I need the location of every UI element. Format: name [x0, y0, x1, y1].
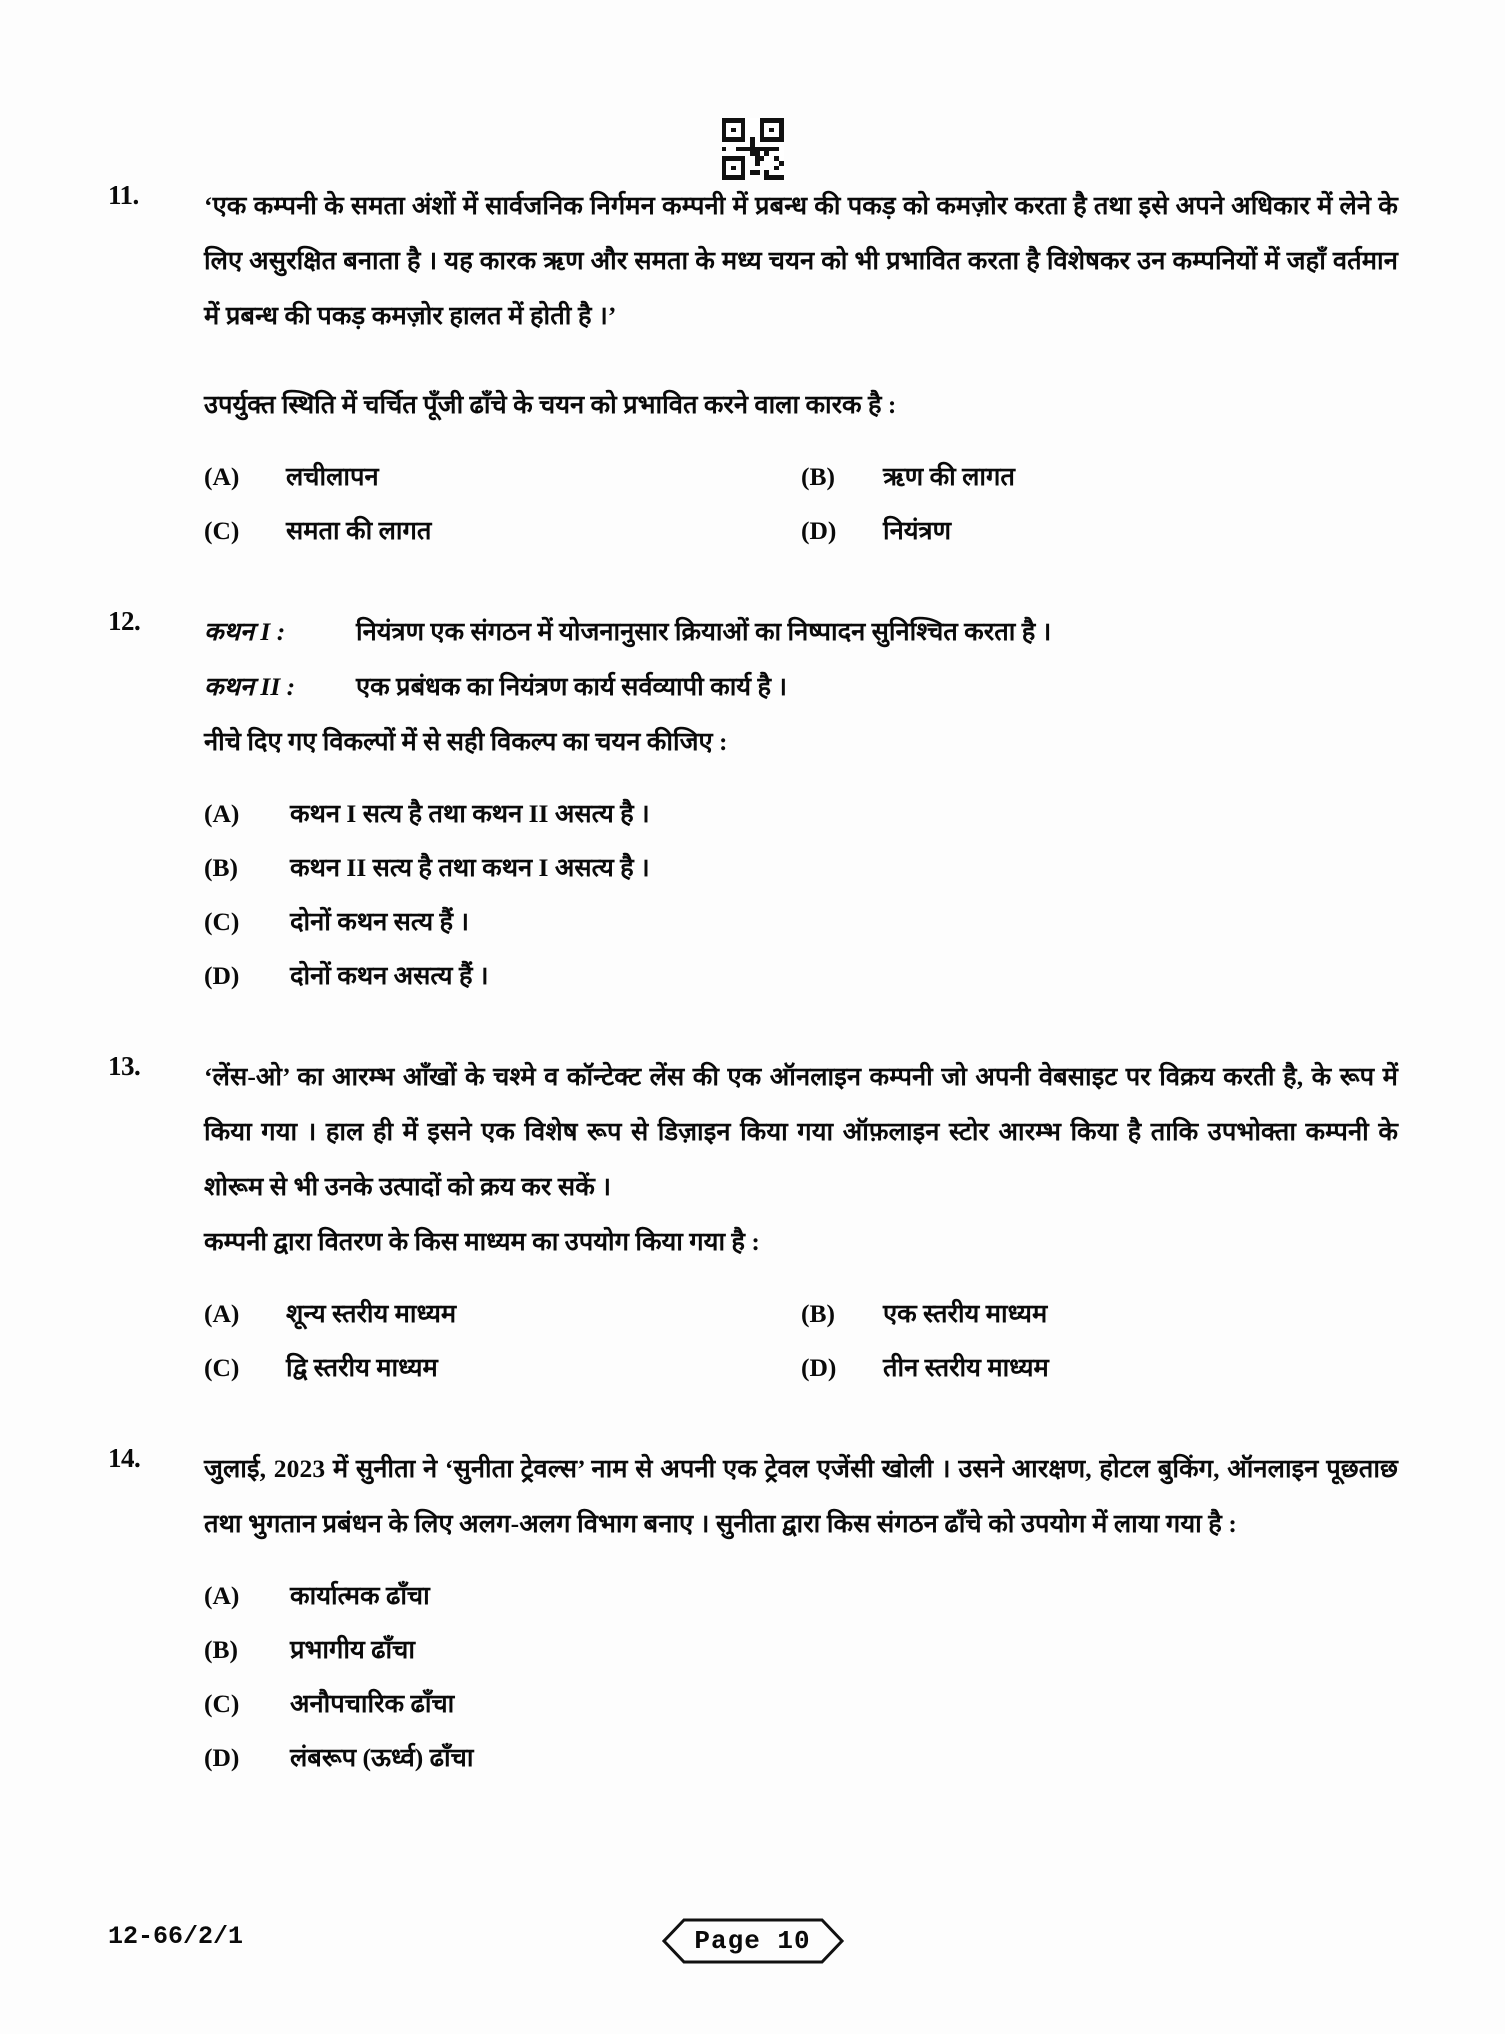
- option-text: शून्य स्तरीय माध्यम: [286, 1299, 457, 1328]
- page-number-label: Page 10: [694, 1926, 811, 1956]
- question-14: [108, 1441, 1398, 1785]
- option-a[interactable]: [204, 1287, 801, 1341]
- question-11: [108, 178, 1398, 558]
- option-d[interactable]: [204, 1731, 1398, 1785]
- option-b[interactable]: [204, 841, 1398, 895]
- option-key: (A): [204, 1299, 240, 1328]
- options-list: [204, 1287, 1398, 1395]
- option-key: (A): [204, 462, 240, 491]
- question-passage: जुलाई, 2023 में सुनीता ने ‘सुनीता ट्रेवल्स’ नाम से अपनी एक ट्रेवल एजेंसी खोली । उसने आरक्षण, होटल बुकिंग, ऑनलाइन पूछताछ तथा भुगतान प्रबंधन के लिए अलग-अलग विभाग बनाए । सुनीता द्वारा किस संगठन ढाँचे को उपयोग में लाया गया है :: [204, 1454, 1398, 1538]
- qr-code-icon: [722, 118, 784, 180]
- option-text: लचीलापन: [286, 462, 379, 491]
- option-text: कार्यात्मक ढाँचा: [290, 1581, 430, 1610]
- qr-code-wrapper: [0, 118, 1505, 180]
- option-text: दोनों कथन असत्य हैं ।: [290, 961, 489, 990]
- option-text: नियंत्रण: [883, 516, 952, 545]
- options-list: [204, 787, 1398, 1003]
- option-key: (C): [204, 1689, 240, 1718]
- statement-1: [204, 604, 1398, 659]
- page-footer: [108, 1918, 1397, 1970]
- option-key: (A): [204, 1581, 240, 1610]
- option-key: (D): [204, 1743, 240, 1772]
- option-key: (A): [204, 799, 240, 828]
- paper-code: 12-66/2/1: [108, 1922, 244, 1951]
- question-passage: ‘लेंस-ओ’ का आरम्भ आँखों के चश्मे व कॉन्टेक्ट लेंस की एक ऑनलाइन कम्पनी जो अपनी वेबसाइट पर विक्रय करती है, के रूप में किया गया । हाल ही में इसने एक विशेष रूप से डिज़ाइन किया गया ऑफ़लाइन स्टोर आरम्भ किया है ताकि उपभोक्ता कम्पनी के शोरूम से भी उनके उत्पादों को क्रय कर सकें ।: [204, 1062, 1398, 1201]
- option-text: दोनों कथन सत्य हैं ।: [290, 907, 470, 936]
- option-key: (D): [801, 516, 837, 545]
- statement-text: नियंत्रण एक संगठन में योजनानुसार क्रियाओं का निष्पादन सुनिश्चित करता है ।: [356, 617, 1052, 646]
- question-12: [108, 604, 1398, 1003]
- option-key: (B): [204, 1635, 238, 1664]
- option-key: (D): [204, 961, 240, 990]
- statement-2: [204, 659, 1398, 714]
- option-text: कथन I सत्य है तथा कथन II असत्य है ।: [290, 799, 650, 828]
- option-text: कथन II सत्य है तथा कथन I असत्य है ।: [290, 853, 650, 882]
- option-key: (C): [204, 1353, 240, 1382]
- option-text: अनौपचारिक ढाँचा: [290, 1689, 455, 1718]
- option-d[interactable]: [204, 949, 1398, 1003]
- option-text: लंबरूप (ऊर्ध्व) ढाँचा: [290, 1743, 474, 1772]
- statement-label: कथन II :: [204, 672, 296, 701]
- option-text: प्रभागीय ढाँचा: [290, 1635, 415, 1664]
- option-c[interactable]: [204, 895, 1398, 949]
- option-text: समता की लागत: [286, 516, 432, 545]
- option-key: (B): [801, 462, 835, 491]
- options-list: [204, 450, 1398, 558]
- option-c[interactable]: [204, 1341, 801, 1395]
- statement-label: कथन I :: [204, 617, 286, 646]
- option-a[interactable]: [204, 787, 1398, 841]
- options-list: [204, 1569, 1398, 1785]
- option-text: तीन स्तरीय माध्यम: [883, 1353, 1049, 1382]
- option-key: (B): [204, 853, 238, 882]
- question-stem: उपर्युक्त स्थिति में चर्चित पूँजी ढाँचे के चयन को प्रभावित करने वाला कारक है :: [204, 390, 897, 419]
- question-number: 11.: [108, 180, 139, 210]
- questions-container: [108, 178, 1398, 1785]
- option-b[interactable]: [801, 450, 1398, 504]
- option-text: ऋण की लागत: [883, 462, 1015, 491]
- option-text: द्वि स्तरीय माध्यम: [286, 1353, 438, 1382]
- option-key: (D): [801, 1353, 837, 1382]
- question-number: 13.: [108, 1051, 141, 1081]
- option-key: (C): [204, 516, 240, 545]
- option-d[interactable]: [801, 1341, 1398, 1395]
- option-key: (B): [801, 1299, 835, 1328]
- question-number: 14.: [108, 1443, 141, 1473]
- option-a[interactable]: [204, 1569, 1398, 1623]
- option-c[interactable]: [204, 504, 801, 558]
- option-a[interactable]: [204, 450, 801, 504]
- option-c[interactable]: [204, 1677, 1398, 1731]
- question-13: [108, 1049, 1398, 1395]
- statement-text: एक प्रबंधक का नियंत्रण कार्य सर्वव्यापी कार्य है ।: [356, 672, 788, 701]
- option-text: एक स्तरीय माध्यम: [883, 1299, 1048, 1328]
- option-d[interactable]: [801, 504, 1398, 558]
- question-stem: कम्पनी द्वारा वितरण के किस माध्यम का उपयोग किया गया है :: [204, 1227, 760, 1256]
- option-key: (C): [204, 907, 240, 936]
- question-passage: ‘एक कम्पनी के समता अंशों में सार्वजनिक निर्गमन कम्पनी में प्रबन्ध की पकड़ को कमज़ोर करता है तथा इसे अपने अधिकार में लेने के लिए असुरक्षित बनाता है । यह कारक ऋण और समता के मध्य चयन को भी प्रभावित करता है विशेषकर उन कम्पनियों में जहाँ वर्तमान में प्रबन्ध की पकड़ कमज़ोर हालत में होती है ।’: [204, 191, 1398, 330]
- question-number: 12.: [108, 606, 141, 636]
- page-number-banner: [662, 1918, 844, 1964]
- question-stem: नीचे दिए गए विकल्पों में से सही विकल्प का चयन कीजिए :: [204, 727, 728, 756]
- option-b[interactable]: [204, 1623, 1398, 1677]
- option-b[interactable]: [801, 1287, 1398, 1341]
